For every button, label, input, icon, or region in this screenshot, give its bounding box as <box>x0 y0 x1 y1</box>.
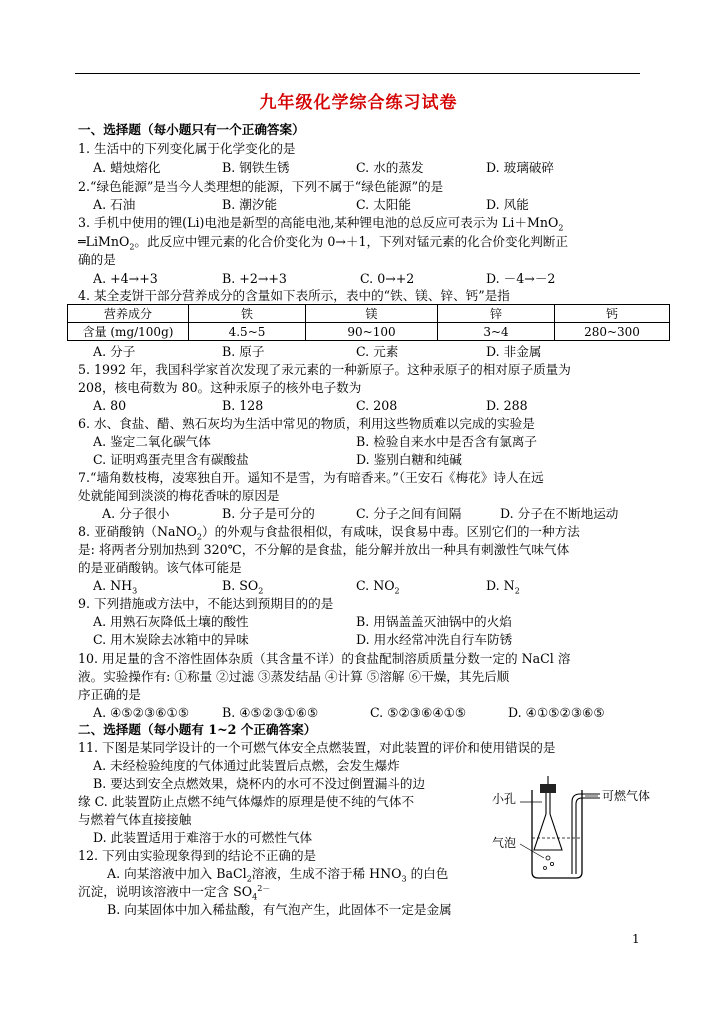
table-cell: 4.5~5 <box>189 323 306 341</box>
section-1-heading: 一、选择题（每小题只有一个正确答案） <box>78 122 305 137</box>
question-9-stem: 9. 下列措施或方法中，不能达到预期目的的是 <box>78 596 334 611</box>
q10-option-b: B. ④⑤②③①⑥⑤ <box>222 705 319 720</box>
q5-option-c: C. 208 <box>356 398 398 413</box>
table-header-row <box>68 305 670 323</box>
table-header-cell: 锌 <box>438 305 555 323</box>
section-2-heading: 二、选择题（每小题有 1~2 个正确答案） <box>78 722 317 737</box>
q4-option-d: D. 非金属 <box>486 344 542 359</box>
page-number: 1 <box>632 932 640 946</box>
q9-option-c: C. 用木炭除去冰箱中的异味 <box>93 632 249 647</box>
nutrition-table <box>67 304 670 341</box>
question-7-line-1: 7.“墙角数枝梅，凌寒独自开。遥知不是雪，为有暗香来。”（王安石《梅花》诗人在远 <box>78 470 544 485</box>
figure-label-bubble: 气泡 <box>492 836 517 850</box>
question-10-line-1: 10. 用足量的含不溶性固体杂质（其含量不详）的食盐配制溶质质量分数一定的 NaCl 溶 <box>78 651 571 666</box>
q12-option-a-line-1: A. 向某溶液中加入 BaCl$_2$溶液，生成不溶于稀 $HNO_3$ 的白色 <box>107 866 449 884</box>
q9-option-d: D. 用水经常冲洗自行车防锈 <box>356 632 513 647</box>
q5-option-d: D. 288 <box>486 398 528 413</box>
q6-option-d: D. 鉴别白糖和纯碱 <box>356 452 462 467</box>
table-cell: 含量 (mg/100g) <box>68 323 189 341</box>
q4-option-c: C. 元素 <box>356 344 399 359</box>
question-12-stem: 12. 下列由实验现象得到的结论不正确的是 <box>78 848 317 863</box>
table-cell: 280~300 <box>555 323 670 341</box>
q3-option-a: A. +4→+3 <box>93 271 158 286</box>
q4-option-b: B. 原子 <box>222 344 265 359</box>
q3-option-c: C. 0→+2 <box>360 271 415 286</box>
q6-option-a: A. 鉴定二氧化碳气体 <box>93 434 211 449</box>
q10-option-d: D. ④①⑤②③⑥⑤ <box>508 705 605 720</box>
q7-option-d: D. 分子在不断地运动 <box>500 506 619 521</box>
q1-option-b: B. 钢铁生锈 <box>222 160 290 175</box>
q11-option-d: D. 此装置适用于难溶于水的可燃性气体 <box>93 830 313 845</box>
q9-option-b: B. 用锅盖盖灭油锅中的火焰 <box>356 614 512 629</box>
q2-option-a: A. 石油 <box>93 197 136 212</box>
q3-option-b: B. +2→+3 <box>222 271 287 286</box>
question-2-stem: 2.“绿色能源”是当今人类理想的能源，下列不属于“绿色能源”的是 <box>78 179 444 194</box>
q12-option-b: B. 向某固体中加入稀盐酸，有气泡产生，此固体不一定是金属 <box>107 902 452 917</box>
q7-option-a: A. 分子很小 <box>102 506 170 521</box>
question-10-line-2: 液。实验操作有: ①称量 ②过滤 ③蒸发结晶 ④计算 ⑤溶解 ⑥干燥，其先后顺 <box>78 669 510 684</box>
q1-option-c: C. 水的蒸发 <box>356 160 424 175</box>
q4-option-a: A. 分子 <box>93 344 136 359</box>
q7-option-c: C. 分子之间有间隔 <box>356 506 462 521</box>
figure-label-gas: 可燃气体 <box>602 789 651 803</box>
header-rule <box>75 73 640 74</box>
q2-option-d: D. 风能 <box>486 197 529 212</box>
q7-option-b: B. 分子是可分的 <box>222 506 315 521</box>
q8-option-a: A. $NH_3$ <box>93 578 138 596</box>
table-header-cell: 钙 <box>555 305 670 323</box>
table-header-cell: 营养成分 <box>68 305 189 323</box>
question-8-line-1: 8. 亚硝酸钠（NaNO$_2$）的外观与食盐很相似，有咸味，误食易中毒。区别它们的一种方法 <box>78 524 580 542</box>
q9-option-a: A. 用熟石灰降低土壤的酸性 <box>93 614 249 629</box>
question-3-line-3: 确的是 <box>78 252 116 267</box>
table-cell: 90~100 <box>306 323 438 341</box>
q8-option-d: D. $N_2$ <box>486 578 520 596</box>
table-cell: 3~4 <box>438 323 555 341</box>
q10-option-a: A. ④⑤②③⑥①⑤ <box>93 705 190 720</box>
q10-option-c: C. ⑤②③⑥④①⑤ <box>370 705 467 720</box>
table-header-cell: 铁 <box>189 305 306 323</box>
q1-option-a: A. 蜡烛熔化 <box>93 160 161 175</box>
q2-option-b: B. 潮汐能 <box>222 197 278 212</box>
question-3-line-2: ═LiMnO$_2$。此反应中锂元素的化合价变化为 0→＋1，下列对锰元素的化合价变化判断正 <box>78 234 568 252</box>
q5-option-a: A. 80 <box>93 398 127 413</box>
page-title: 九年级化学综合练习试卷 <box>259 93 458 113</box>
q8-option-b: B. $SO_2$ <box>222 578 264 596</box>
table-row <box>68 323 670 341</box>
q11-option-b-line-3: 与燃着气体直接接触 <box>78 812 192 827</box>
question-4-stem: 4. 某全麦饼干部分营养成分的含量如下表所示，表中的“铁、镁、锌、钙”是指 <box>78 288 510 303</box>
q2-option-c: C. 太阳能 <box>356 197 411 212</box>
q11-option-a: A. 未经检验纯度的气体通过此装置后点燃，会发生爆炸 <box>93 758 400 773</box>
question-3-line-1: 3. 手机中使用的锂(Li)电池是新型的高能电池,某种锂电池的总反应可表示为 Li＋MnO$_2$ <box>78 215 564 233</box>
q8-option-c: C. $NO_2$ <box>356 578 400 596</box>
question-11-stem: 11. 下图是某同学设计的一个可燃气体安全点燃装置，对此装置的评价和使用错误的是 <box>78 740 556 755</box>
apparatus-figure <box>490 772 665 882</box>
q6-option-c: C. 证明鸡蛋壳里含有碳酸盐 <box>93 452 249 467</box>
q5-option-b: B. 128 <box>222 398 264 413</box>
question-8-line-2: 是: 将两者分别加热到 320℃，不分解的是食盐，能分解并放出一种具有刺激性气味气体 <box>78 542 570 557</box>
question-5-line-1: 5. 1992 年，我国科学家首次发现了汞元素的一种新原子。这种汞原子的相对原子质量为 <box>78 362 571 377</box>
question-10-line-3: 序正确的是 <box>78 687 141 702</box>
question-7-line-2: 处就能闻到淡淡的梅花香味的原因是 <box>78 488 280 503</box>
q3-option-d: D. －4→－2 <box>486 271 556 286</box>
question-6-stem: 6. 水、食盐、醋、熟石灰均为生活中常见的物质，利用这些物质难以完成的实验是 <box>78 416 535 431</box>
question-8-line-3: 的是亚硝酸钠。该气体可能是 <box>78 560 242 575</box>
q1-option-d: D. 玻璃破碎 <box>486 160 555 175</box>
question-5-line-2: 208，核电荷数为 80。这种汞原子的核外电子数为 <box>78 380 362 395</box>
q11-option-b-line-1: B. 要达到安全点燃效果，烧杯内的水可不没过倒置漏斗的边 <box>93 776 426 791</box>
question-1-stem: 1. 生活中的下列变化属于化学变化的是 <box>78 141 296 156</box>
q11-option-b-line-2: 缘 C. 此装置防止点燃不纯气体爆炸的原理是使不纯的气体不 <box>78 794 415 809</box>
q6-option-b: B. 检验自来水中是否含有氯离子 <box>356 434 537 449</box>
table-header-cell: 镁 <box>306 305 438 323</box>
q12-option-a-line-2: 沉淀，说明该溶液中一定含 $SO_4^{2-}$ <box>78 883 271 902</box>
figure-label-hole: 小孔 <box>492 792 517 806</box>
